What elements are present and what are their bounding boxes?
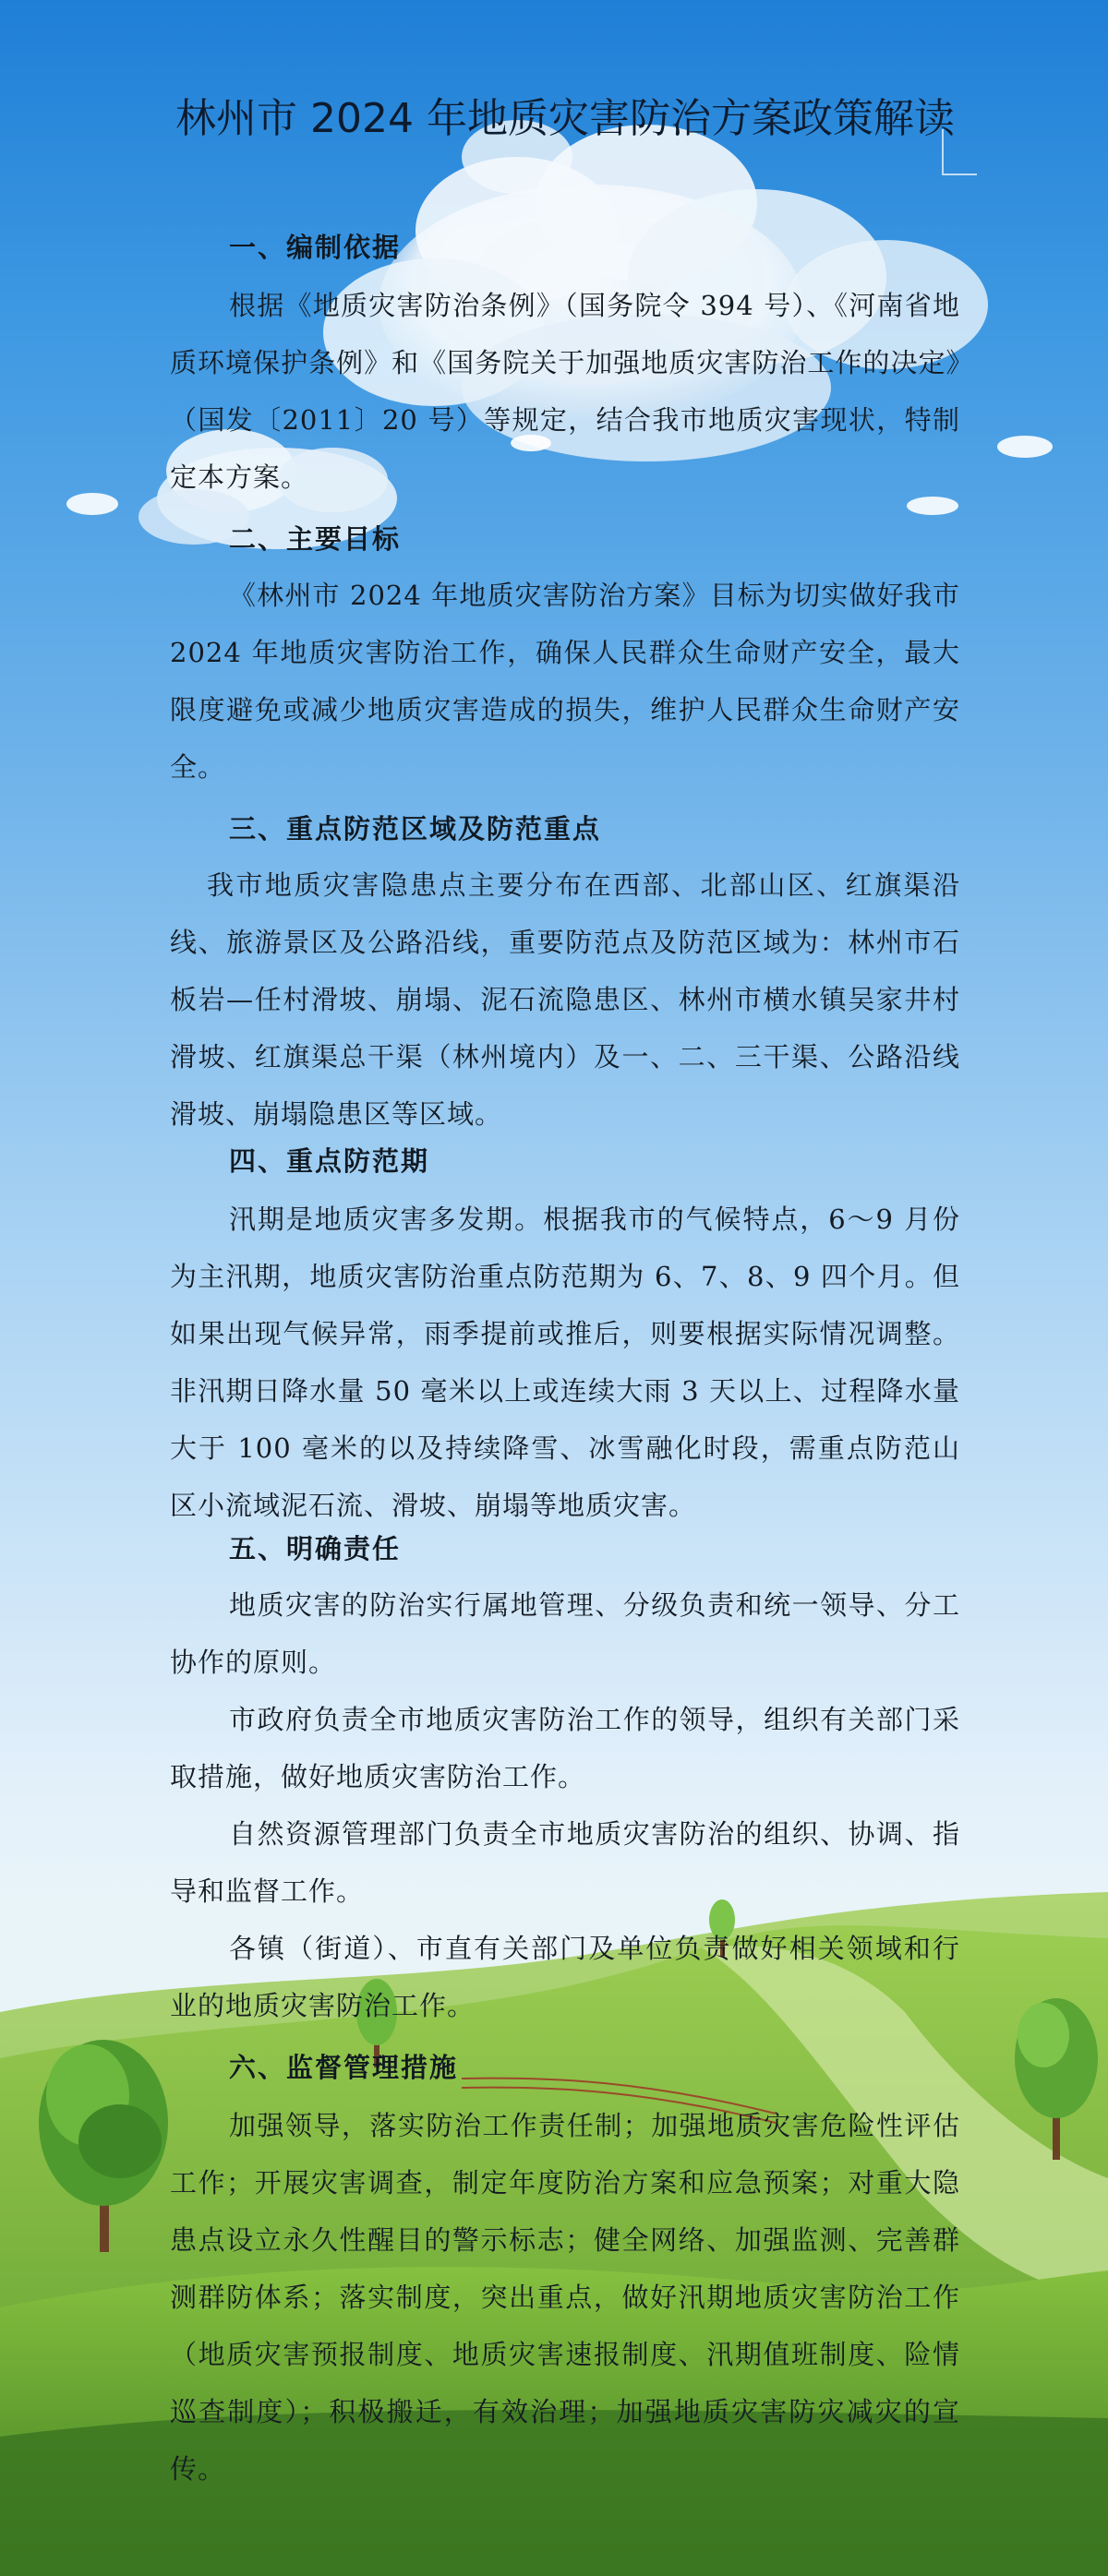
section-paragraph: 根据《地质灾害防治条例》（国务院令 394 号）、《河南省地质环境保护条例》和《国务院关于加强地质灾害防治工作的决定》（国发〔2011〕20 号）等规定，结合我市地质灾害现状，特制定本方案。: [170, 290, 960, 493]
section-paragraph: 加强领导，落实防治工作责任制；加强地质灾害危险性评估工作；开展灾害调查，制定年度防治方案和应急预案；对重大隐患点设立永久性醒目的警示标志；健全网络、加强监测、完善群测群防体系；落实制度，突出重点，做好汛期地质灾害防治工作（地质灾害预报制度、地质灾害速报制度、汛期值班制度、险情巡查制度）；积极搬迁，有效治理；加强地质灾害防灾减灾的宣传。: [170, 2110, 960, 2485]
section-heading: 三、重点防范区域及防范重点: [229, 813, 602, 845]
section-paragraph: 自然资源管理部门负责全市地质灾害防治的组织、协调、指导和监督工作。: [170, 1818, 960, 1907]
section-paragraph: 地质灾害的防治实行属地管理、分级负责和统一领导、分工协作的原则。: [170, 1589, 960, 1678]
section-heading: 六、监督管理措施: [229, 2052, 459, 2083]
section-heading: 四、重点防范期: [229, 1145, 430, 1177]
section-paragraph: 汛期是地质灾害多发期。根据我市的气候特点，6～9 月份为主汛期，地质灾害防治重点防范期为 6、7、8、9 四个月。但如果出现气候异常，雨季提前或推后，则要根据实际情况调整。非汛期日降水量 50 毫米以上或连续大雨 3 天以上、过程降水量大于 100 毫米的以及持续降雪、冰雪融化时段，需重点防范山区小流域泥石流、滑坡、崩塌等地质灾害。: [170, 1204, 960, 1521]
section-heading: 二、主要目标: [229, 523, 402, 555]
section-paragraph: 《林州市 2024 年地质灾害防治方案》目标为切实做好我市 2024 年地质灾害防治工作，确保人民群众生命财产安全，最大限度避免或减少地质灾害造成的损失，维护人民群众生命财产安全。: [170, 580, 960, 783]
section-paragraph: 各镇（街道）、市直有关部门及单位负责做好相关领域和行业的地质灾害防治工作。: [170, 1933, 960, 2021]
section-heading: 一、编制依据: [229, 232, 402, 263]
section-heading: 五、明确责任: [229, 1533, 402, 1564]
page-title: 林州市 2024 年地质灾害防治方案政策解读: [175, 95, 955, 142]
section-paragraph: 市政府负责全市地质灾害防治工作的领导，组织有关部门采取措施，做好地质灾害防治工作。: [170, 1704, 960, 1792]
section-paragraph: 我市地质灾害隐患点主要分布在西部、北部山区、红旗渠沿线、旅游景区及公路沿线，重要防范点及防范区域为：林州市石板岩—任村滑坡、崩塌、泥石流隐患区、林州市横水镇吴家井村滑坡、红旗渠总干渠（林州境内）及一、二、三干渠、公路沿线滑坡、崩塌隐患区等区域。: [170, 869, 960, 1130]
